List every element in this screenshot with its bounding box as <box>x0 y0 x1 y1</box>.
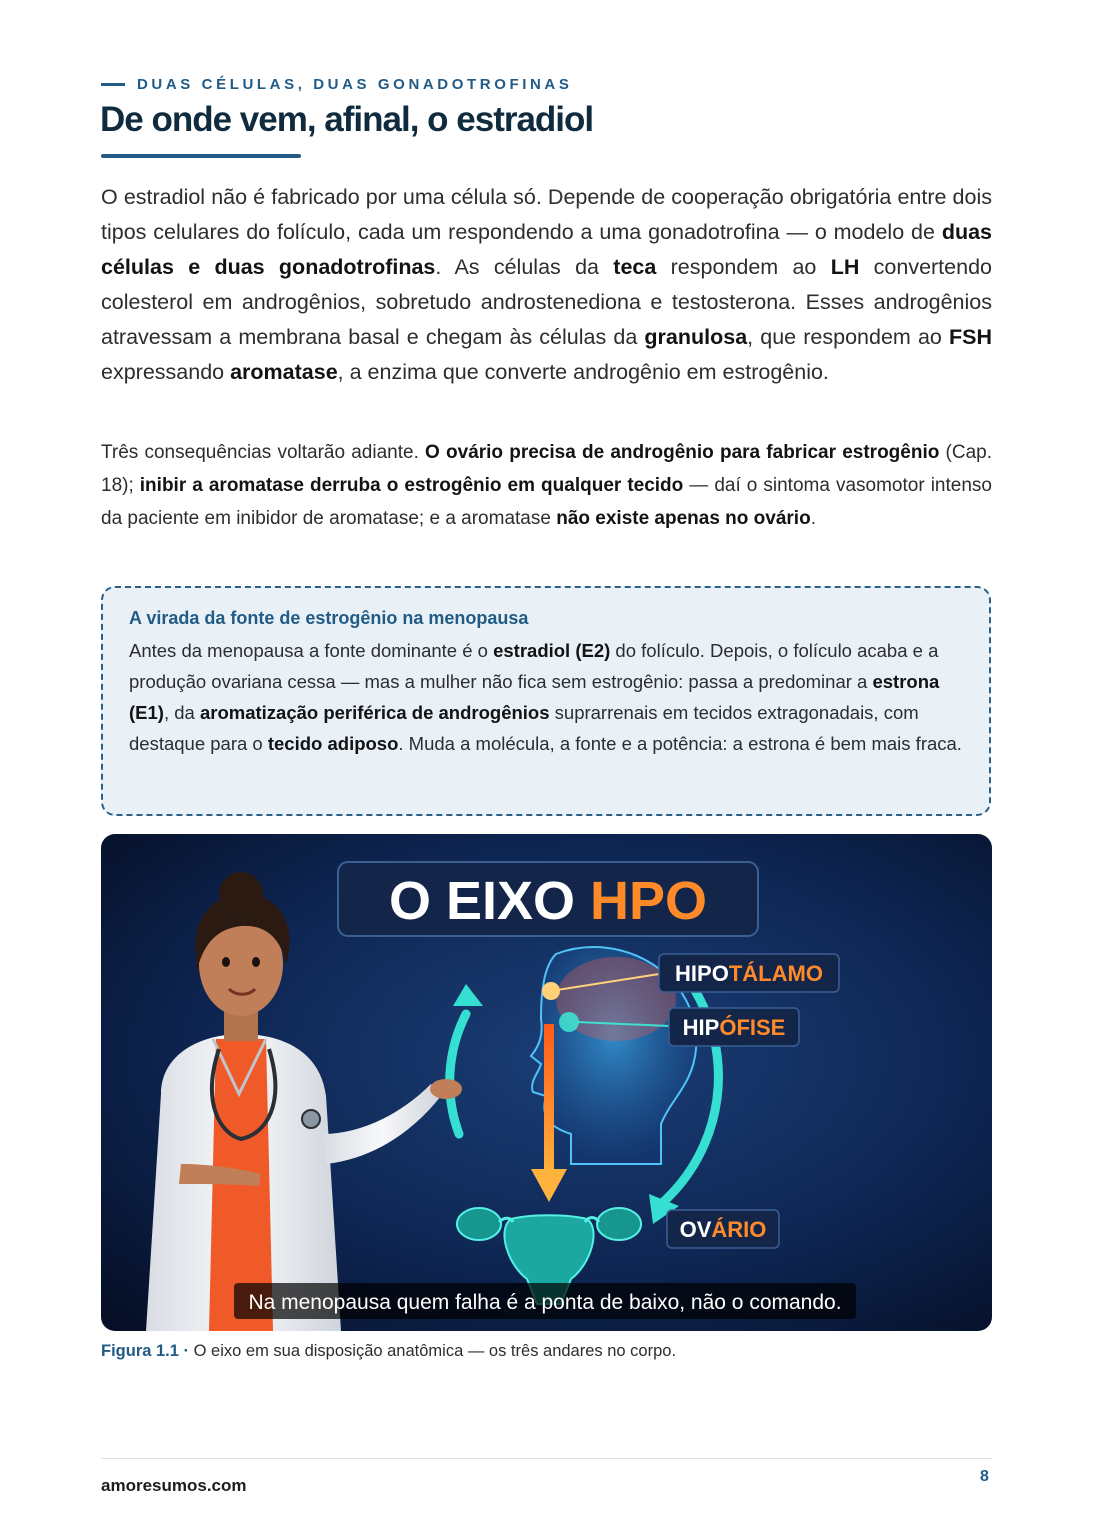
text-run: . Muda a molécula, a fonte e a potência: a estrona é bem mais fraca. <box>398 733 962 754</box>
text-run: — daí o sintoma vasomotor intenso da paciente em inibidor de aromatase; e a aromatase <box>101 475 992 529</box>
title-underline <box>101 154 301 158</box>
bold-term: O ovário precisa de androgênio para fabricar estrogênio <box>425 442 940 463</box>
caption-label: Figura 1.1 · <box>101 1342 190 1360</box>
footer-site: amoresumos.com <box>101 1476 247 1495</box>
bold-term: inibir a aromatase derruba o estrogênio em qualquer tecido <box>139 475 684 496</box>
text-run: Antes da menopausa a fonte dominante é o <box>129 640 494 661</box>
bold-term: estradiol (E2) <box>493 640 611 661</box>
page-number: 8 <box>980 1468 989 1485</box>
kicker-dash <box>101 83 125 86</box>
text-run: convertendo colesterol em androgênios, sobretudo androstenediona e testosterona. Esses androgênios atravessam a membrana basal e chegam às células da <box>101 255 992 349</box>
text-run: , da <box>163 702 200 723</box>
text-run: expressando <box>101 360 231 384</box>
callout-body <box>129 635 963 759</box>
bold-term: não existe apenas no ovário <box>556 508 811 529</box>
bold-term: granulosa <box>644 325 748 349</box>
label-pituitary: HIPÓFISE <box>682 1015 786 1040</box>
axis-arrow-shaft <box>544 1024 554 1174</box>
bold-term: tecido adiposo <box>267 733 399 754</box>
text-run: respondem ao <box>656 255 831 279</box>
hpo-illustration <box>101 834 992 1331</box>
text-run: (Cap. 18); <box>101 442 993 496</box>
kicker-text: DUAS CÉLULAS, DUAS GONADOTROFINAS <box>137 76 573 93</box>
callout-title: A virada da fonte de estrogênio na menopausa <box>129 608 529 628</box>
footer-divider <box>101 1458 992 1459</box>
figure-title: O EIXO HPO <box>388 871 708 931</box>
figure-caption <box>101 1342 676 1361</box>
page-title: De onde vem, afinal, o estradiol <box>100 100 594 139</box>
bold-term: estrona (E1) <box>129 671 940 723</box>
subtitle-text: Na menopausa quem falha é a ponta de baixo, não o comando. <box>248 1291 842 1314</box>
ovary-left-icon <box>457 1208 501 1240</box>
bold-term: FSH <box>949 325 992 349</box>
bold-term: aromatização periférica de androgênios <box>199 702 550 723</box>
figure-hpo-axis <box>101 834 992 1331</box>
callout-box <box>101 586 991 816</box>
label-hypothalamus: HIPOTÁLAMO <box>675 961 823 986</box>
bold-term: teca <box>613 255 657 279</box>
text-run: O estradiol não é fabricado por uma célula só. Depende de cooperação obrigatória entre dois tipos celulares do folículo, cada um respondendo a uma gonadotrofina — o modelo de <box>101 185 992 244</box>
hypothalamus-icon <box>542 982 560 1000</box>
text-run: , a enzima que converte androgênio em estrogênio. <box>337 360 829 384</box>
text-run: . As células da <box>435 255 614 279</box>
text-run: do folículo. Depois, o folículo acaba e a produção ovariana cessa — mas a mulher não fica sem estrogênio: passa a predominar a <box>129 640 939 692</box>
text-run: , que respondem ao <box>747 325 949 349</box>
ovary-right-icon <box>597 1208 641 1240</box>
body-paragraph-2 <box>101 436 992 535</box>
text-run: suprarrenais em tecidos extragonadais, com destaque para o <box>129 702 919 754</box>
bold-term: duas células e duas gonadotrofinas <box>101 220 992 279</box>
bold-term: LH <box>830 255 860 279</box>
caption-text: O eixo em sua disposição anatômica — os três andares no corpo. <box>189 1342 677 1360</box>
body-paragraph-1 <box>101 180 992 390</box>
bold-term: aromatase <box>230 360 338 384</box>
text-run: Três consequências voltarão adiante. <box>101 442 426 463</box>
text-run: . <box>810 508 816 529</box>
section-kicker <box>101 76 572 93</box>
label-ovary: OVÁRIO <box>679 1217 767 1242</box>
pituitary-icon <box>559 1012 579 1032</box>
